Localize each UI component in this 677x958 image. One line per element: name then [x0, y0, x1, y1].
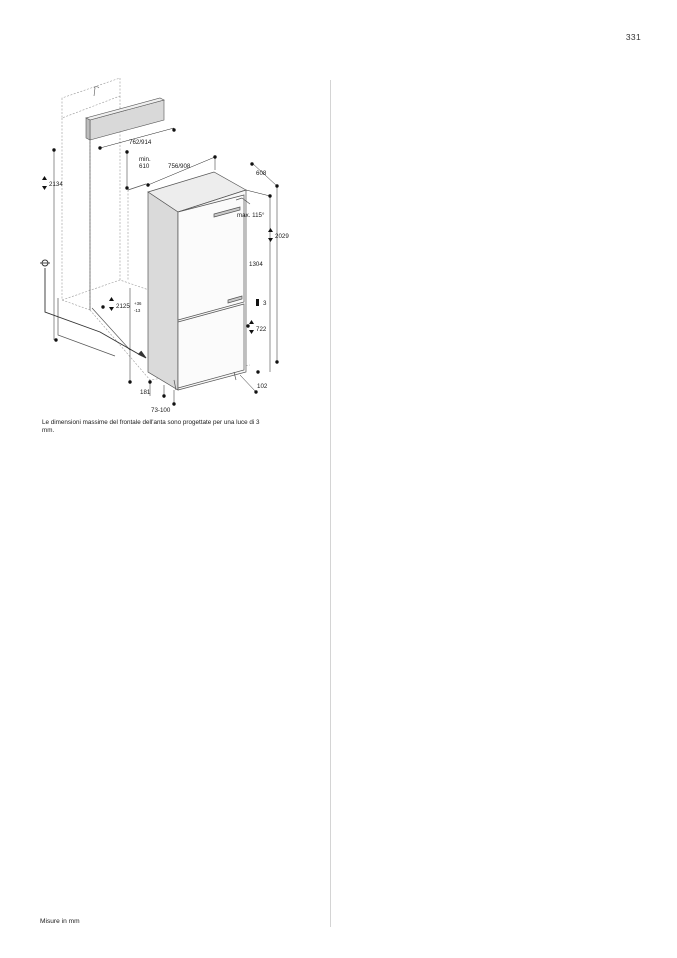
dim-722: 722 — [256, 326, 267, 333]
refrigerator-body — [148, 172, 250, 390]
dim-181: 181 — [140, 389, 151, 396]
column-divider — [330, 80, 331, 927]
dim-610: 610 — [139, 163, 150, 170]
dim-max-115: max. 115° — [237, 212, 265, 219]
dim-102: 102 — [257, 383, 268, 390]
dim-2125: 2125 — [116, 303, 130, 310]
dim-1304: 1304 — [249, 261, 263, 268]
diagram-caption: Le dimensioni massime del frontale dell'anta sono progettate per una luce di 3 mm. — [42, 419, 260, 434]
dim-2029: 2029 — [275, 233, 289, 240]
page-number: 331 — [625, 32, 641, 42]
top-cover-board — [86, 87, 164, 140]
dim-73-100: 73-100 — [151, 407, 171, 414]
installation-diagram — [30, 60, 330, 420]
dim-2125-tol-minus: -13 — [134, 308, 141, 313]
dim-2134: 2134 — [49, 181, 63, 188]
dim-min-label: min. — [139, 156, 151, 163]
dim-762-914: 762/914 — [129, 139, 152, 146]
dim-608: 608 — [256, 170, 267, 177]
units-footnote: Misure in mm — [40, 918, 80, 925]
dim-2125-tol-plus: +36 — [134, 301, 142, 306]
dim-3: 3 — [263, 300, 267, 307]
dim-756-908: 756/908 — [168, 163, 191, 170]
